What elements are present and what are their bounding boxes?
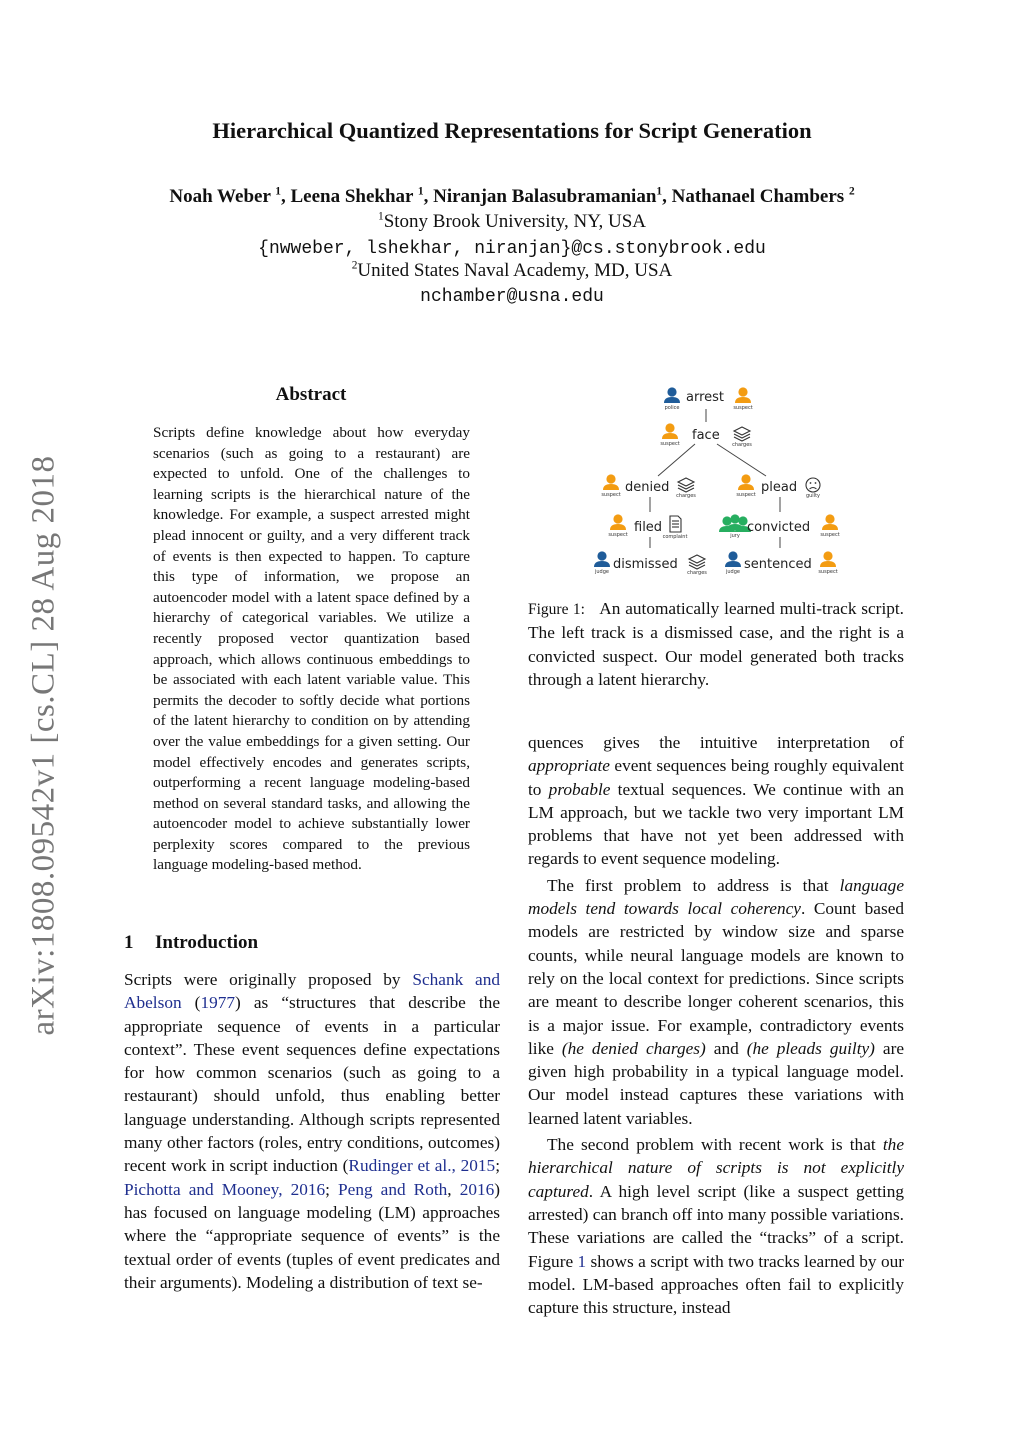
text-run: textual sequences. We continue with an LM approach, but we tackle two very important LM problems that have not yet been addressed with regards to event sequence modeling. [528, 779, 904, 869]
figure-1-reference[interactable]: 1 [577, 1251, 587, 1271]
text-run: , [447, 1179, 460, 1199]
caption-text: An automatically learned multi-track script. The left track is a dismissed case, and the right is a convicted suspect. Our model generated both tracks through a latent hierarchy. [528, 599, 905, 689]
suspect-icon [610, 514, 626, 530]
node-convicted [719, 514, 840, 539]
affiliation-2 [0, 260, 1024, 282]
citation-pichotta-mooney[interactable]: Pichotta and Mooney, 2016 [124, 1179, 326, 1199]
emphasis: appropriate [528, 756, 610, 776]
role-charges: charges [687, 570, 707, 576]
role-suspect: suspect [660, 441, 680, 447]
role-charges: charges [676, 493, 696, 499]
affiliation-1-mark: 1 [377, 210, 384, 223]
node-filed [608, 514, 687, 540]
section-title: Introduction [155, 932, 259, 953]
text-run: ; [325, 1179, 339, 1199]
node-denied [601, 474, 696, 499]
intro-right-column [528, 731, 904, 1319]
text-run: event sequences being roughly equivalent to [528, 756, 904, 799]
text-run: . Count based models are restricted by window size and sparse counts, while neural language models are known to rely on the local context for predictions. Since scripts are meant to describe longer coherent scenarios, this is a major issue. For example, contradictory events like [528, 899, 905, 1058]
suspect-icon [820, 551, 836, 567]
citation-peng-roth[interactable]: Peng and Roth [338, 1179, 448, 1199]
author-3: Niranjan Balasubramanian [433, 186, 657, 207]
label-filed: filed [634, 520, 663, 535]
text-run: are given high probability in a typical language model. Our model instead captures these variations with learned latent variables. [528, 1038, 905, 1128]
text-run: ) as “structures that describe the appropriate sequence of events in a particular context”. These event sequences define expectations for how common scenarios (such as going to a restaurant) should unfold, thus enabling better language understanding. Although scripts represented many other factors (roles, entry conditions, outcomes) recent work in script induction ( [124, 993, 500, 1176]
emphasis: the hierarchical nature of scripts is not explicitly captured [528, 1135, 904, 1201]
citation-schank-abelson[interactable]: Schank and Abelson [124, 970, 500, 1013]
affiliation-2-text: United States Naval Academy, MD, USA [357, 260, 673, 281]
figure-1-caption [528, 597, 904, 691]
suspect-icon [735, 387, 751, 403]
guilty-face-icon [806, 478, 820, 492]
emphasis: (he pleads guilty) [746, 1038, 875, 1058]
paper-title: Hierarchical Quantized Representations for Script Generation [212, 118, 812, 143]
affiliation-1 [0, 211, 1024, 233]
police-icon [664, 387, 680, 403]
suspect-icon [738, 474, 754, 490]
role-jury: jury [730, 533, 740, 539]
label-convicted: convicted [747, 520, 811, 535]
node-arrest [664, 387, 753, 411]
figure-1-script-tree [580, 378, 870, 583]
abstract-heading: Abstract [275, 384, 347, 405]
charges-icon [689, 555, 705, 569]
author-1: Noah Weber [169, 186, 271, 207]
role-complaint: complaint [662, 534, 688, 540]
affiliation-1-text: Stony Brook University, NY, USA [383, 211, 647, 232]
judge-icon [725, 551, 741, 567]
intro-paragraph-1 [124, 968, 500, 1294]
role-judge: judge [726, 569, 740, 575]
intro-right-paragraph-2 [528, 874, 904, 1130]
emphasis: language models tend towards local coherency [528, 875, 904, 919]
citation-rudinger[interactable]: Rudinger et al., 2015 [348, 1156, 496, 1176]
author-3-affil: 1 [656, 185, 663, 198]
author-list: Noah Weber $^1$, Leena Shekhar $^1$, Niranjan Balasubramanian$^1$, Nathanael Chambers $^2$ [169, 185, 855, 207]
label-dismissed: dismissed [613, 557, 678, 572]
role-charges: charges [732, 442, 752, 448]
emphasis: (he denied charges) [561, 1038, 706, 1058]
emphasis: probable [548, 779, 611, 799]
citation-year-2016[interactable]: 2016 [459, 1179, 495, 1199]
text-run: . A high level script (like a suspect getting arrested) can branch off into many possible variations. These variations are called the “tracks” of a script. Figure [528, 1181, 904, 1271]
intro-right-paragraph-1 [528, 731, 904, 871]
intro-right-paragraph-3 [528, 1133, 904, 1319]
role-suspect: suspect [733, 405, 753, 411]
charges-icon [734, 427, 750, 441]
role-guilty: guilty [805, 493, 821, 499]
label-arrest: arrest [686, 390, 725, 405]
role-suspect: suspect [736, 492, 756, 498]
author-2-affil: 1 [417, 185, 424, 198]
role-suspect: suspect [820, 532, 840, 538]
author-1-affil: 1 [275, 185, 281, 198]
text-run: The second problem with recent work is that [547, 1135, 883, 1155]
label-denied: denied [625, 480, 670, 495]
node-face [660, 423, 752, 448]
email-2[interactable]: nchamber@usna.edu [420, 287, 604, 307]
section-heading-introduction [124, 932, 258, 954]
role-suspect: suspect [608, 532, 628, 538]
label-sentenced: sentenced [744, 557, 812, 572]
text-run: ; [495, 1156, 500, 1176]
text-run: ) has focused on language modeling (LM) approaches where the “appropriate sequence of events” is the textual order of events (tuples of event predicates and their arguments). Modeling a distribution of text se- [124, 1179, 501, 1292]
text-run: Scripts were originally proposed by [124, 970, 413, 989]
text-run: The first problem to address is that [547, 875, 840, 895]
label-face: face [692, 428, 720, 443]
affiliation-2-mark: 2 [351, 259, 358, 272]
role-suspect: suspect [818, 569, 838, 575]
complaint-icon [670, 516, 681, 532]
text-run: quences gives the intuitive interpretation of [528, 733, 904, 752]
text-run: ( [181, 993, 201, 1013]
email-1[interactable]: {nwweber, lshekhar, niranjan}@cs.stonybrook.edu [258, 239, 766, 259]
section-number: 1 [124, 932, 134, 953]
suspect-icon [662, 423, 678, 439]
node-dismissed [594, 551, 707, 576]
judge-icon [594, 551, 610, 567]
node-plead [736, 474, 820, 499]
abstract-body: Scripts define knowledge about how everyday scenarios (such as going to a restaurant) are expected to unfold. One of the challenges to learning scripts is the hierarchical nature of the knowledge. For example, a suspect arrested might plead innocent or guilty, and a very different track of events is then expected to happen. To capture this type of information, we propose an autoencoder model with a latent space defined by a hierarchy of categorical variables. We utilize a recently proposed vector quantization based approach, which allows continuous embeddings to be associated with each latent variable value. This permits the decoder to softly decide what portions of the latent hierarchy to condition on by attending over the value embeddings for a given setting. Our model effectively encodes and generates scripts, outperforming a recent language modeling-based method on several standard tasks, and allowing the autoencoder model to achieve substantially lower perplexity scores compared to the previous language modeling-based method. [153, 424, 470, 874]
author-4-affil: 2 [848, 185, 855, 198]
caption-label: Figure 1: [528, 601, 585, 618]
suspect-icon [822, 514, 838, 530]
intro-left-column [124, 968, 500, 1294]
charges-icon [678, 478, 694, 492]
author-4: Nathanael Chambers [671, 186, 845, 207]
role-police: police [664, 405, 680, 411]
text-run: shows a script with two tracks learned by our model. LM-based approaches often fail to explicitly capture this structure, instead [528, 1251, 904, 1318]
node-sentenced [725, 551, 838, 575]
suspect-icon [603, 474, 619, 490]
author-2: Leena Shekhar [290, 186, 414, 207]
text-run: and [705, 1038, 747, 1058]
label-plead: plead [761, 480, 798, 495]
arxiv-side-label [20, 440, 68, 1050]
role-suspect: suspect [601, 492, 621, 498]
arxiv-id-text: arXiv:1808.09542v1 [cs.CL] 28 Aug 2018 [25, 455, 62, 1035]
citation-year-1977[interactable]: 1977 [200, 993, 236, 1013]
role-judge: judge [595, 569, 609, 575]
